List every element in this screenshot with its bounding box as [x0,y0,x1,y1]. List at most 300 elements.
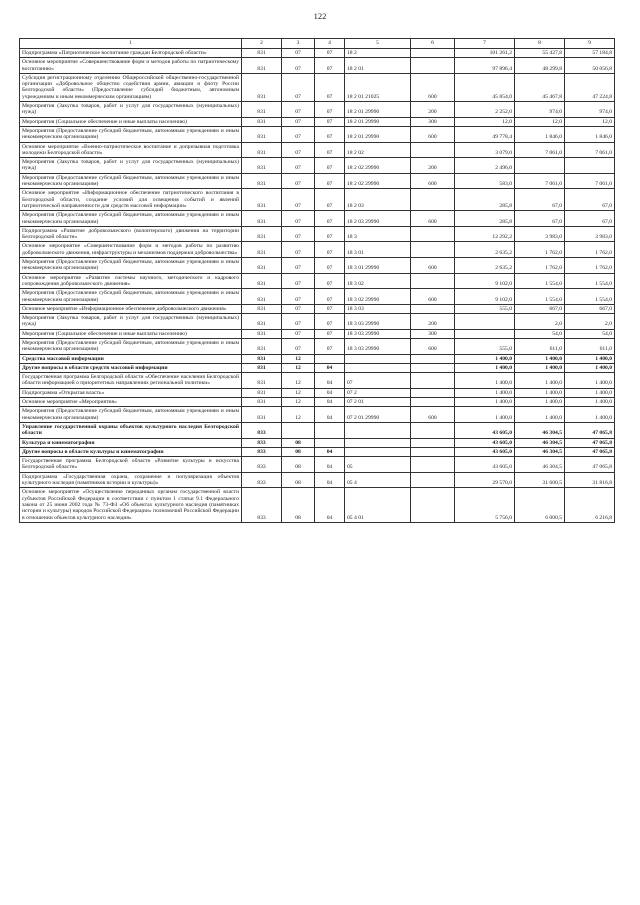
target-article-code [345,354,411,363]
table-row [20,126,615,142]
amount-col-9 [565,158,615,174]
section-code: 07 [282,49,315,58]
column-header: 8 [515,39,565,49]
target-article-code: 05 [345,457,411,473]
ministry-code: 831 [242,258,282,274]
table-row [20,173,615,189]
expense-type-code [411,226,455,242]
expense-type-code: 600 [411,338,455,354]
target-article-code [345,438,411,447]
ministry-code: 831 [242,126,282,142]
ministry-code: 831 [242,388,282,397]
amount-col-8: 46 304,5 [515,447,565,456]
ministry-code: 831 [242,407,282,423]
subsection-code [315,354,345,363]
expense-type-code [411,189,455,211]
amount-col-8: 6 000,5 [515,488,565,522]
table-row [20,211,615,227]
section-code: 12 [282,398,315,407]
amount-col-7: 9 102,0 [455,289,515,305]
amount-col-8: 1 400,0 [515,363,565,372]
expense-type-code [411,242,455,258]
amount-col-7: 43 605,0 [455,457,515,473]
row-name: Основное мероприятие «Информационное обеспечение патриотического воспитания в Белгородской области, создание условий для освещения событий и явлений патриотической направленности для средств массовой информации» [20,189,242,211]
section-code: 08 [282,457,315,473]
table-row [20,488,615,522]
ministry-code: 831 [242,211,282,227]
ministry-code: 831 [242,273,282,289]
table-row [20,289,615,305]
ministry-code: 831 [242,58,282,74]
row-name: Основное мероприятие «Военно-патриотическое воспитание и допризывная подготовка молодежи Белгородской области» [20,142,242,158]
section-code: 07 [282,142,315,158]
target-article-code: 18 2 01 21025 [345,73,411,101]
amount-col-7: 2 252,0 [455,102,515,118]
ministry-code: 831 [242,102,282,118]
table-row [20,314,615,330]
expense-type-code: 200 [411,102,455,118]
row-name: Мероприятия (Предоставление субсидий бюджетным, автономным учреждениям и иным некоммерческим организациям) [20,289,242,305]
table-body [20,49,615,523]
section-code: 08 [282,472,315,488]
section-code: 07 [282,211,315,227]
subsection-code: 07 [315,329,345,338]
target-article-code: 18 3 [345,226,411,242]
target-article-code: 18 2 01 29990 [345,117,411,126]
target-article-code: 05 4 [345,472,411,488]
target-article-code: 18 3 03 29990 [345,314,411,330]
column-header: 3 [282,39,315,49]
target-article-code: 18 3 03 [345,304,411,313]
target-article-code: 18 2 01 29990 [345,126,411,142]
table-row [20,242,615,258]
expense-type-code: 200 [411,314,455,330]
expense-type-code [411,398,455,407]
subsection-code [315,422,345,438]
row-name: Подпрограмма «Государственная охрана, сохранение и популяризация объектов культурного наследия (памятников истории и культуры)» [20,472,242,488]
amount-col-8: 1 846,0 [515,126,565,142]
subsection-code: 07 [315,289,345,305]
amount-col-7 [455,314,515,330]
section-code [282,422,315,438]
expense-type-code [411,422,455,438]
target-article-code: 18 2 02 [345,142,411,158]
amount-col-7: 583,0 [455,173,515,189]
ministry-code: 831 [242,338,282,354]
amount-col-9: 1 400,0 [565,363,615,372]
subsection-code: 07 [315,211,345,227]
amount-col-8: 1 400,0 [515,407,565,423]
amount-col-7: 1 400,0 [455,388,515,397]
amount-col-7: 97 896,4 [455,58,515,74]
row-name: Основное мероприятие «Осуществление переданных органам государственной власти субъектов Российской Федерации в соответствии с пунктом 1 статьи 9.1 Федерального закона от 25 июня 2002 года № 73-ФЗ «Об объектах культурного наследия (памятниках истории и культуры) народов Российской Федерации» полномочий Российской Федерации в отношении объектов культурного наследия» [20,488,242,522]
expense-type-code: 600 [411,173,455,189]
amount-col-7 [455,329,515,338]
expense-type-code [411,447,455,456]
amount-col-8: 3 983,0 [515,226,565,242]
subsection-code: 04 [315,472,345,488]
expense-type-code: 600 [411,289,455,305]
table-row [20,457,615,473]
amount-col-8: 46 304,5 [515,438,565,447]
subsection-code: 04 [315,488,345,522]
amount-col-8: 12,0 [515,117,565,126]
expense-type-code: 600 [411,258,455,274]
amount-col-9: 67,0 [565,211,615,227]
subsection-code: 07 [315,258,345,274]
amount-col-8: 1 400,0 [515,398,565,407]
ministry-code: 831 [242,398,282,407]
amount-col-7: 555,0 [455,304,515,313]
table-row [20,142,615,158]
amount-col-9: 47 065,8 [565,422,615,438]
column-header: 5 [345,39,411,49]
table-row [20,117,615,126]
expense-type-code [411,388,455,397]
row-name: Мероприятия (Социальное обеспечение и иные выплаты населению) [20,329,242,338]
row-name: Мероприятия (Социальное обеспечение и иные выплаты населению) [20,117,242,126]
amount-col-8: 667,0 [515,304,565,313]
amount-col-8: 45 467,8 [515,73,565,101]
section-code: 07 [282,126,315,142]
ministry-code: 831 [242,142,282,158]
table-row [20,189,615,211]
amount-col-9: 31 816,8 [565,472,615,488]
subsection-code: 07 [315,304,345,313]
table-row [20,58,615,74]
target-article-code: 18 3 01 29990 [345,258,411,274]
subsection-code: 07 [315,142,345,158]
amount-col-9: 47 065,8 [565,457,615,473]
expense-type-code: 600 [411,73,455,101]
amount-col-7: 555,0 [455,338,515,354]
target-article-code: 18 3 02 29990 [345,289,411,305]
amount-col-9: 6 216,8 [565,488,615,522]
table-row [20,158,615,174]
subsection-code: 07 [315,49,345,58]
expense-type-code [411,457,455,473]
target-article-code: 18 2 01 29990 [345,102,411,118]
row-name: Подпрограмма «Развитие добровольческого (волонтерского) движения на территории Белгородской области» [20,226,242,242]
amount-col-8: 67,0 [515,189,565,211]
expense-type-code [411,438,455,447]
ministry-code: 831 [242,49,282,58]
column-header: 7 [455,39,515,49]
row-name: Средства массовой информации [20,354,242,363]
ministry-code: 831 [242,158,282,174]
amount-col-9: 47 065,8 [565,447,615,456]
target-article-code [345,363,411,372]
section-code: 07 [282,242,315,258]
amount-col-8: 611,0 [515,338,565,354]
row-name: Мероприятия (Предоставление субсидий бюджетным, автономным учреждениям и иным некоммерческим организациям) [20,211,242,227]
amount-col-8: 1 400,0 [515,388,565,397]
amount-col-8: 48 299,8 [515,58,565,74]
table-row [20,422,615,438]
target-article-code: 07 2 01 [345,398,411,407]
amount-col-7: 43 605,0 [455,422,515,438]
table-row [20,273,615,289]
amount-col-9: 57 184,8 [565,49,615,58]
subsection-code: 04 [315,447,345,456]
amount-col-9: 1 762,0 [565,258,615,274]
expense-type-code [411,354,455,363]
target-article-code: 18 3 03 29990 [345,329,411,338]
amount-col-9: 3 983,0 [565,226,615,242]
section-code: 07 [282,226,315,242]
amount-col-7: 1 400,0 [455,363,515,372]
table-row [20,338,615,354]
amount-col-8 [515,158,565,174]
target-article-code: 07 2 [345,388,411,397]
column-header: 9 [565,39,615,49]
section-code: 07 [282,73,315,101]
section-code: 08 [282,488,315,522]
amount-col-8: 1 554,0 [515,289,565,305]
target-article-code: 07 2 01 29990 [345,407,411,423]
expense-type-code: 200 [411,158,455,174]
amount-col-9: 1 762,0 [565,242,615,258]
amount-col-7: 43 605,0 [455,447,515,456]
amount-col-7: 285,8 [455,189,515,211]
subsection-code: 07 [315,273,345,289]
amount-col-7: 45 854,0 [455,73,515,101]
ministry-code: 831 [242,117,282,126]
amount-col-9: 1 400,0 [565,407,615,423]
column-header: 4 [315,39,345,49]
target-article-code: 18 3 02 [345,273,411,289]
amount-col-9: 1 554,0 [565,273,615,289]
ministry-code: 831 [242,329,282,338]
row-name: Основное мероприятие «Совершенствование форм и методов работы по патриотическому воспитанию» [20,58,242,74]
section-code: 07 [282,329,315,338]
subsection-code: 04 [315,388,345,397]
table-row [20,438,615,447]
amount-col-8: 1 762,0 [515,258,565,274]
ministry-code: 831 [242,373,282,389]
expense-type-code [411,488,455,522]
section-code: 07 [282,273,315,289]
ministry-code: 831 [242,173,282,189]
amount-col-8: 1 554,0 [515,273,565,289]
amount-col-9: 667,0 [565,304,615,313]
expense-type-code [411,142,455,158]
expense-type-code [411,363,455,372]
amount-col-9: 67,0 [565,189,615,211]
amount-col-8: 1 400,0 [515,354,565,363]
target-article-code: 18 2 03 29990 [345,211,411,227]
amount-col-9: 1 400,0 [565,388,615,397]
table-row [20,226,615,242]
ministry-code: 831 [242,226,282,242]
row-name: Управление государственной охраны объектов культурного наследия Белгородской области [20,422,242,438]
subsection-code: 07 [315,189,345,211]
subsection-code: 07 [315,102,345,118]
amount-col-8: 1 400,0 [515,373,565,389]
amount-col-8: 46 304,5 [515,457,565,473]
amount-col-9: 12,0 [565,117,615,126]
section-code: 07 [282,314,315,330]
row-name: Субсидия регистрационному отделению Общероссийской общественно-государственной организации «Добровольное общество содействия армии, авиации и флоту России Белгородской области» (Предоставление субсидий бюджетным, автономным учреждениям и иным некоммерческим организациям) [20,73,242,101]
subsection-code: 07 [315,314,345,330]
amount-col-7: 3 079,0 [455,142,515,158]
expense-type-code [411,58,455,74]
table-row [20,304,615,313]
amount-col-9: 50 056,8 [565,58,615,74]
amount-col-7: 12,0 [455,117,515,126]
section-code: 07 [282,258,315,274]
table-row [20,447,615,456]
subsection-code: 04 [315,457,345,473]
table-row [20,472,615,488]
target-article-code: 18 2 01 [345,58,411,74]
amount-col-9: 1 846,0 [565,126,615,142]
row-name: Основное мероприятие «Развитие системы научного, методического и кадрового сопровождения добровольческого движения» [20,273,242,289]
amount-col-7: 49 778,4 [455,126,515,142]
ministry-code: 831 [242,354,282,363]
ministry-code: 833 [242,488,282,522]
row-name: Культура и кинематография [20,438,242,447]
section-code: 12 [282,407,315,423]
subsection-code [315,438,345,447]
section-code: 08 [282,438,315,447]
column-header: 2 [242,39,282,49]
target-article-code: 18 3 01 [345,242,411,258]
amount-col-7: 1 400,0 [455,373,515,389]
subsection-code: 07 [315,242,345,258]
row-name: Основное мероприятие «Мероприятия» [20,398,242,407]
amount-col-7: 285,8 [455,211,515,227]
amount-col-8: 7 061,0 [515,142,565,158]
expense-type-code: 600 [411,211,455,227]
column-header: 6 [411,39,455,49]
row-name: Основное мероприятие «Совершенствование форм и методов работы по развитию добровольческого движения, инфраструктуры и механизмов поддержки добровольчества» [20,242,242,258]
table-row [20,73,615,101]
section-code: 07 [282,189,315,211]
section-code: 08 [282,447,315,456]
target-article-code [345,422,411,438]
subsection-code: 07 [315,73,345,101]
subsection-code: 07 [315,226,345,242]
row-name: Мероприятия (Закупка товаров, работ и услуг для государственных (муниципальных) нужд) [20,158,242,174]
expense-type-code: 300 [411,329,455,338]
amount-col-9: 1 400,0 [565,354,615,363]
amount-col-9: 7 061,0 [565,142,615,158]
section-code: 07 [282,102,315,118]
target-article-code: 07 [345,373,411,389]
ministry-code: 833 [242,457,282,473]
row-name: Подпрограмма «Открытая власть» [20,388,242,397]
expense-type-code [411,49,455,58]
row-name: Мероприятия (Предоставление субсидий бюджетным, автономным учреждениям и иным некоммерческим организациям) [20,126,242,142]
section-code: 07 [282,338,315,354]
amount-col-7: 5 756,0 [455,488,515,522]
amount-col-8: 7 061,0 [515,173,565,189]
subsection-code: 04 [315,363,345,372]
amount-col-7: 2 496,0 [455,158,515,174]
subsection-code: 07 [315,126,345,142]
amount-col-8: 54,0 [515,329,565,338]
expense-type-code: 600 [411,126,455,142]
amount-col-7: 12 292,2 [455,226,515,242]
amount-col-9: 974,0 [565,102,615,118]
row-name: Подпрограмма «Патриотическое воспитание граждан Белгородской области» [20,49,242,58]
ministry-code: 831 [242,363,282,372]
ministry-code: 831 [242,242,282,258]
amount-col-9: 1 400,0 [565,373,615,389]
row-name: Мероприятия (Закупка товаров, работ и услуг для государственных (муниципальных) нужд) [20,102,242,118]
amount-col-8: 1 762,0 [515,242,565,258]
amount-col-7: 2 635,2 [455,242,515,258]
table-row [20,49,615,58]
row-name: Государственная программа Белгородской области «Обеспечение населения Белгородской области информацией о приоритетных направлениях региональной политики» [20,373,242,389]
amount-col-9: 2,0 [565,314,615,330]
subsection-code: 04 [315,398,345,407]
ministry-code: 831 [242,304,282,313]
section-code: 12 [282,363,315,372]
amount-col-7: 29 570,0 [455,472,515,488]
subsection-code: 04 [315,407,345,423]
amount-col-8: 46 304,5 [515,422,565,438]
column-number-row [20,39,615,49]
amount-col-9: 1 400,0 [565,398,615,407]
table-row [20,388,615,397]
row-name: Мероприятия (Предоставление субсидий бюджетным, автономным учреждениям и иным некоммерческим организациям) [20,338,242,354]
ministry-code: 833 [242,472,282,488]
ministry-code: 831 [242,314,282,330]
section-code: 07 [282,289,315,305]
table-row [20,373,615,389]
amount-col-8: 55 427,8 [515,49,565,58]
amount-col-7: 2 635,2 [455,258,515,274]
amount-col-8: 67,0 [515,211,565,227]
section-code: 12 [282,354,315,363]
row-name: Мероприятия (Предоставление субсидий бюджетным, автономным учреждениям и иным некоммерческим организациям) [20,407,242,423]
row-name: Мероприятия (Предоставление субсидий бюджетным, автономным учреждениям и иным некоммерческим организациям) [20,258,242,274]
row-name: Мероприятия (Предоставление субсидий бюджетным, автономным учреждениям и иным некоммерческим организациям) [20,173,242,189]
ministry-code: 831 [242,189,282,211]
page-number: 122 [313,11,327,21]
table-row [20,363,615,372]
amount-col-9: 47 224,8 [565,73,615,101]
section-code: 07 [282,173,315,189]
amount-col-7: 1 400,0 [455,398,515,407]
amount-col-9: 1 554,0 [565,289,615,305]
expense-type-code [411,304,455,313]
amount-col-7: 43 605,0 [455,438,515,447]
target-article-code [345,447,411,456]
amount-col-9: 611,0 [565,338,615,354]
subsection-code: 07 [315,58,345,74]
amount-col-9: 54,0 [565,329,615,338]
row-name: Другие вопросы в области культуры и кинематографии [20,447,242,456]
amount-col-8: 31 600,5 [515,472,565,488]
amount-col-7: 9 102,0 [455,273,515,289]
expense-type-code [411,273,455,289]
subsection-code: 07 [315,338,345,354]
target-article-code: 18 2 02 29990 [345,158,411,174]
ministry-code: 831 [242,289,282,305]
ministry-code: 833 [242,438,282,447]
amount-col-7: 101 261,2 [455,49,515,58]
subsection-code: 07 [315,117,345,126]
table-row [20,102,615,118]
section-code: 12 [282,373,315,389]
ministry-code: 833 [242,447,282,456]
row-name: Другие вопросы в области средств массовой информации [20,363,242,372]
expense-type-code: 600 [411,407,455,423]
section-code: 07 [282,117,315,126]
